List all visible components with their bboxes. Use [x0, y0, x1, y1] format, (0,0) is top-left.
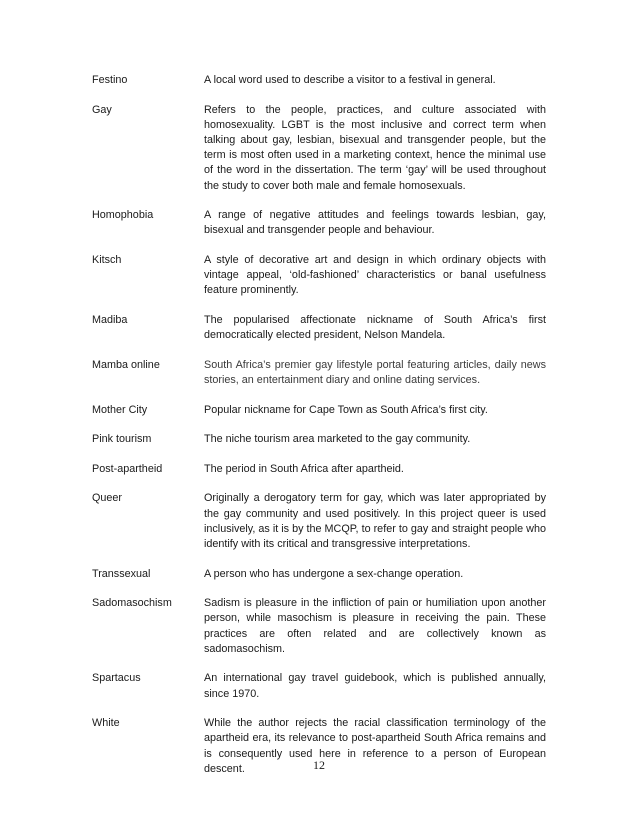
glossary-entry-spartacus — [92, 671, 546, 701]
glossary-list — [92, 73, 546, 791]
glossary-definition: An international gay travel guidebook, which is published annually, since 1970. — [204, 672, 546, 700]
glossary-definition: South Africa’s premier gay lifestyle portal featuring articles, daily news stories, an entertainment diary and online dating services. — [204, 358, 546, 386]
page-number: 12 — [313, 758, 325, 772]
glossary-definition: A person who has undergone a sex-change operation. — [204, 567, 464, 580]
glossary-term: Festino — [92, 74, 128, 86]
glossary-definition: Popular nickname for Cape Town as South Africa’s first city. — [204, 403, 488, 416]
glossary-entry-homophobia — [92, 208, 546, 238]
glossary-definition: Originally a derogatory term for gay, which was later appropriated by the gay community and used positively. In this project queer is used inclusively, as it is by the MCQP, to refer to gay and straight people who identify with its critical and transgressive interpretations. — [204, 492, 546, 550]
glossary-definition: A range of negative attitudes and feelings towards lesbian, gay, bisexual and transgender people and behaviour. — [204, 209, 546, 237]
glossary-term: Madiba — [92, 314, 128, 326]
glossary-definition: The niche tourism area marketed to the gay community. — [204, 433, 471, 446]
glossary-term: Sadomasochism — [92, 597, 172, 610]
glossary-term: Kitsch — [92, 254, 122, 266]
glossary-term: Mother City — [92, 403, 148, 416]
glossary-entry-post-apartheid — [92, 462, 546, 477]
glossary-term: Queer — [92, 492, 123, 505]
glossary-entry-kitsch — [92, 253, 546, 299]
glossary-term: Spartacus — [92, 672, 141, 685]
glossary-entry-mamba-online — [92, 358, 546, 388]
glossary-term: Gay — [92, 103, 112, 116]
glossary-term: Pink tourism — [92, 433, 152, 446]
glossary-definition: The period in South Africa after apartheid. — [204, 462, 404, 475]
glossary-definition: Refers to the people, practices, and culture associated with homosexuality. LGBT is the most inclusive and correct term when talking about gay, lesbian, bisexual and transgender people, but the term is most often used in a marketing context, hence the minimal use of the word in the dissertation. The term ‘gay’ will be used throughout the study to cover both male and female homosexuals. — [204, 103, 546, 192]
glossary-definition: Sadism is pleasure in the infliction of pain or humiliation upon another person, while masochism is pleasure in receiving the pain. These practices are often related and are collectively known as sadomasochism. — [204, 597, 546, 655]
glossary-entry-festino — [92, 73, 546, 88]
glossary-term: Mamba online — [92, 358, 160, 371]
glossary-entry-gay — [92, 103, 546, 194]
glossary-definition: A local word used to describe a visitor to a festival in general. — [204, 74, 496, 86]
glossary-entry-sadomasochism — [92, 596, 546, 657]
glossary-definition: While the author rejects the racial classification terminology of the apartheid era, its relevance to post-apartheid South Africa remains and is consequently used here in reference to a person of European descent. — [204, 717, 546, 775]
glossary-entry-mother-city — [92, 403, 546, 418]
glossary-definition: The popularised affectionate nickname of South Africa’s first democratically elected president, Nelson Mandela. — [204, 314, 546, 342]
glossary-term: Homophobia — [92, 209, 154, 222]
glossary-entry-pink-tourism — [92, 432, 546, 447]
glossary-term: Post-apartheid — [92, 462, 163, 475]
glossary-term: White — [92, 717, 120, 730]
glossary-entry-queer — [92, 491, 546, 552]
glossary-entry-madiba — [92, 313, 546, 343]
glossary-definition: A style of decorative art and design in which ordinary objects with vintage appeal, ‘old-fashioned’ characteristics or banal usefulness feature prominently. — [204, 254, 546, 297]
glossary-entry-transsexual — [92, 567, 546, 582]
glossary-term: Transsexual — [92, 567, 151, 580]
